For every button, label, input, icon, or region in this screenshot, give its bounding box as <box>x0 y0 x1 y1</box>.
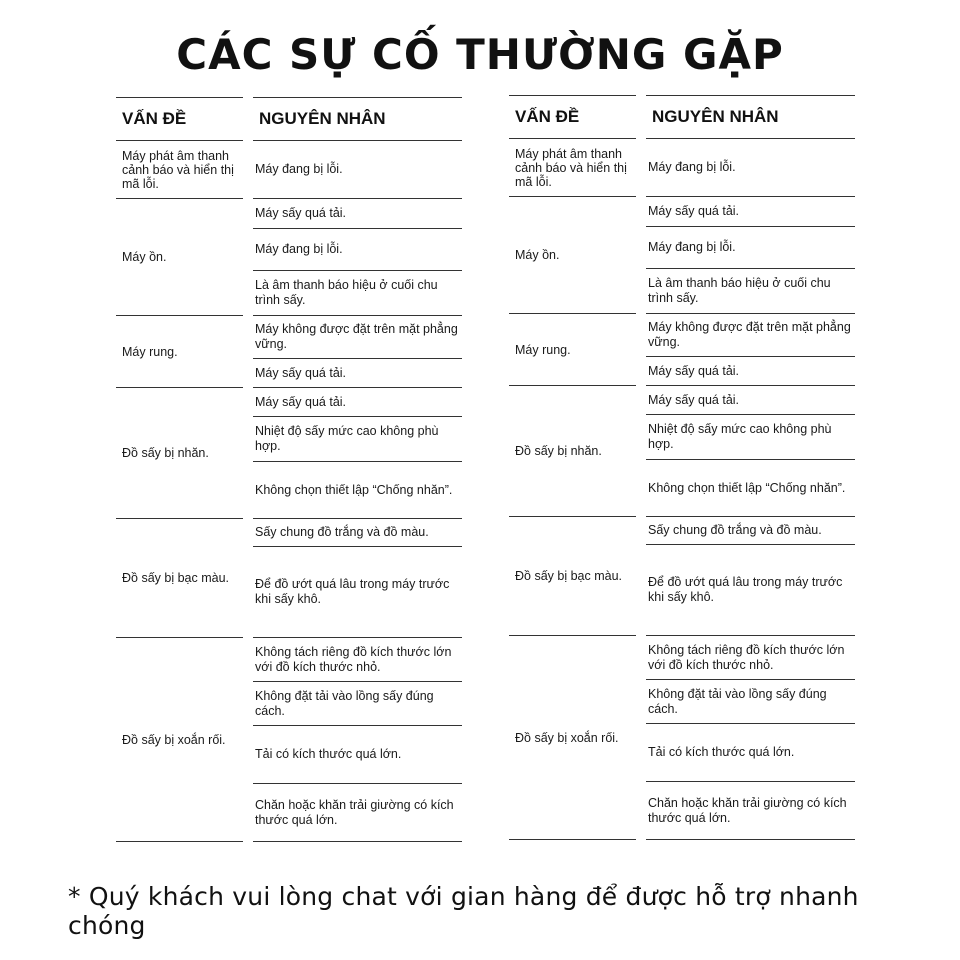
issue-group <box>116 519 462 638</box>
cause-cell: Không đặt tải vào lồng sấy đúng cách. <box>646 680 855 724</box>
issue-cell: Đồ sấy bị nhăn. <box>116 388 243 519</box>
cause-list <box>253 316 462 388</box>
cause-cell: Máy đang bị lỗi. <box>646 139 855 197</box>
issue-group <box>116 388 462 519</box>
cause-cell: Máy sấy quá tải. <box>646 386 855 415</box>
issue-group <box>509 386 855 517</box>
issue-cell: Đồ sấy bị bạc màu. <box>116 519 243 638</box>
cause-cell: Máy không được đặt trên mặt phẳng vững. <box>253 316 462 359</box>
table-body <box>509 139 855 840</box>
issue-group <box>509 314 855 386</box>
cause-cell: Máy không được đặt trên mặt phẳng vững. <box>646 314 855 357</box>
footnote: * Quý khách vui lòng chat với gian hàng để được hỗ trợ nhanh chóng <box>68 882 859 940</box>
issue-cell: Máy ồn. <box>116 199 243 316</box>
cause-cell: Sấy chung đồ trắng và đồ màu. <box>646 517 855 545</box>
issue-group <box>509 636 855 840</box>
cause-cell: Là âm thanh báo hiệu ở cuối chu trình sấy. <box>253 271 462 316</box>
cause-cell: Máy sấy quá tải. <box>646 357 855 386</box>
cause-cell: Máy đang bị lỗi. <box>253 229 462 271</box>
issue-cell: Máy phát âm thanh cảnh báo và hiển thị mã lỗi. <box>509 139 636 197</box>
cause-cell: Sấy chung đồ trắng và đồ màu. <box>253 519 462 547</box>
cause-cell: Không chọn thiết lập “Chống nhăn”. <box>253 462 462 519</box>
issue-cell: Máy rung. <box>509 314 636 386</box>
issue-group <box>116 141 462 199</box>
table-body <box>116 141 462 842</box>
header-cause: NGUYÊN NHÂN <box>253 97 462 141</box>
cause-cell: Máy đang bị lỗi. <box>253 141 462 199</box>
cause-list <box>646 314 855 386</box>
cause-cell: Không tách riêng đồ kích thước lớn với đồ kích thước nhỏ. <box>253 638 462 682</box>
cause-cell: Không tách riêng đồ kích thước lớn với đồ kích thước nhỏ. <box>646 636 855 680</box>
cause-cell: Máy sấy quá tải. <box>253 199 462 229</box>
issue-group <box>116 638 462 842</box>
cause-list <box>253 141 462 199</box>
cause-cell: Nhiệt độ sấy mức cao không phù hợp. <box>253 417 462 462</box>
page-title: CÁC SỰ CỐ THƯỜNG GẶP <box>176 30 784 79</box>
issue-cell: Đồ sấy bị xoắn rối. <box>116 638 243 842</box>
issue-group <box>116 199 462 316</box>
issue-group <box>509 197 855 314</box>
troubleshooting-table-right <box>509 95 855 840</box>
cause-list <box>646 517 855 636</box>
cause-list <box>253 638 462 842</box>
header-issue: VẤN ĐỀ <box>509 95 636 139</box>
cause-cell: Máy sấy quá tải. <box>253 388 462 417</box>
cause-cell: Là âm thanh báo hiệu ở cuối chu trình sấy. <box>646 269 855 314</box>
cause-cell: Chăn hoặc khăn trải giường có kích thước quá lớn. <box>253 784 462 842</box>
cause-list <box>646 197 855 314</box>
cause-list <box>646 139 855 197</box>
cause-list <box>253 388 462 519</box>
header-issue: VẤN ĐỀ <box>116 97 243 141</box>
troubleshooting-table-left <box>116 97 462 842</box>
cause-cell: Máy đang bị lỗi. <box>646 227 855 269</box>
cause-cell: Không đặt tải vào lồng sấy đúng cách. <box>253 682 462 726</box>
issue-cell: Đồ sấy bị bạc màu. <box>509 517 636 636</box>
cause-cell: Nhiệt độ sấy mức cao không phù hợp. <box>646 415 855 460</box>
issue-cell: Máy rung. <box>116 316 243 388</box>
issue-cell: Máy phát âm thanh cảnh báo và hiển thị mã lỗi. <box>116 141 243 199</box>
cause-cell: Máy sấy quá tải. <box>253 359 462 388</box>
issue-group <box>509 517 855 636</box>
cause-cell: Máy sấy quá tải. <box>646 197 855 227</box>
cause-cell: Để đồ ướt quá lâu trong máy trước khi sấy khô. <box>646 545 855 636</box>
cause-cell: Không chọn thiết lập “Chống nhăn”. <box>646 460 855 517</box>
issue-group <box>116 316 462 388</box>
cause-list <box>253 519 462 638</box>
issue-cell: Đồ sấy bị xoắn rối. <box>509 636 636 840</box>
cause-cell: Tải có kích thước quá lớn. <box>646 724 855 782</box>
table-header <box>116 97 462 141</box>
issue-group <box>509 139 855 197</box>
cause-cell: Tải có kích thước quá lớn. <box>253 726 462 784</box>
cause-list <box>253 199 462 316</box>
cause-list <box>646 636 855 840</box>
cause-cell: Để đồ ướt quá lâu trong máy trước khi sấy khô. <box>253 547 462 638</box>
cause-list <box>646 386 855 517</box>
issue-cell: Đồ sấy bị nhăn. <box>509 386 636 517</box>
table-header <box>509 95 855 139</box>
cause-cell: Chăn hoặc khăn trải giường có kích thước quá lớn. <box>646 782 855 840</box>
issue-cell: Máy ồn. <box>509 197 636 314</box>
header-cause: NGUYÊN NHÂN <box>646 95 855 139</box>
